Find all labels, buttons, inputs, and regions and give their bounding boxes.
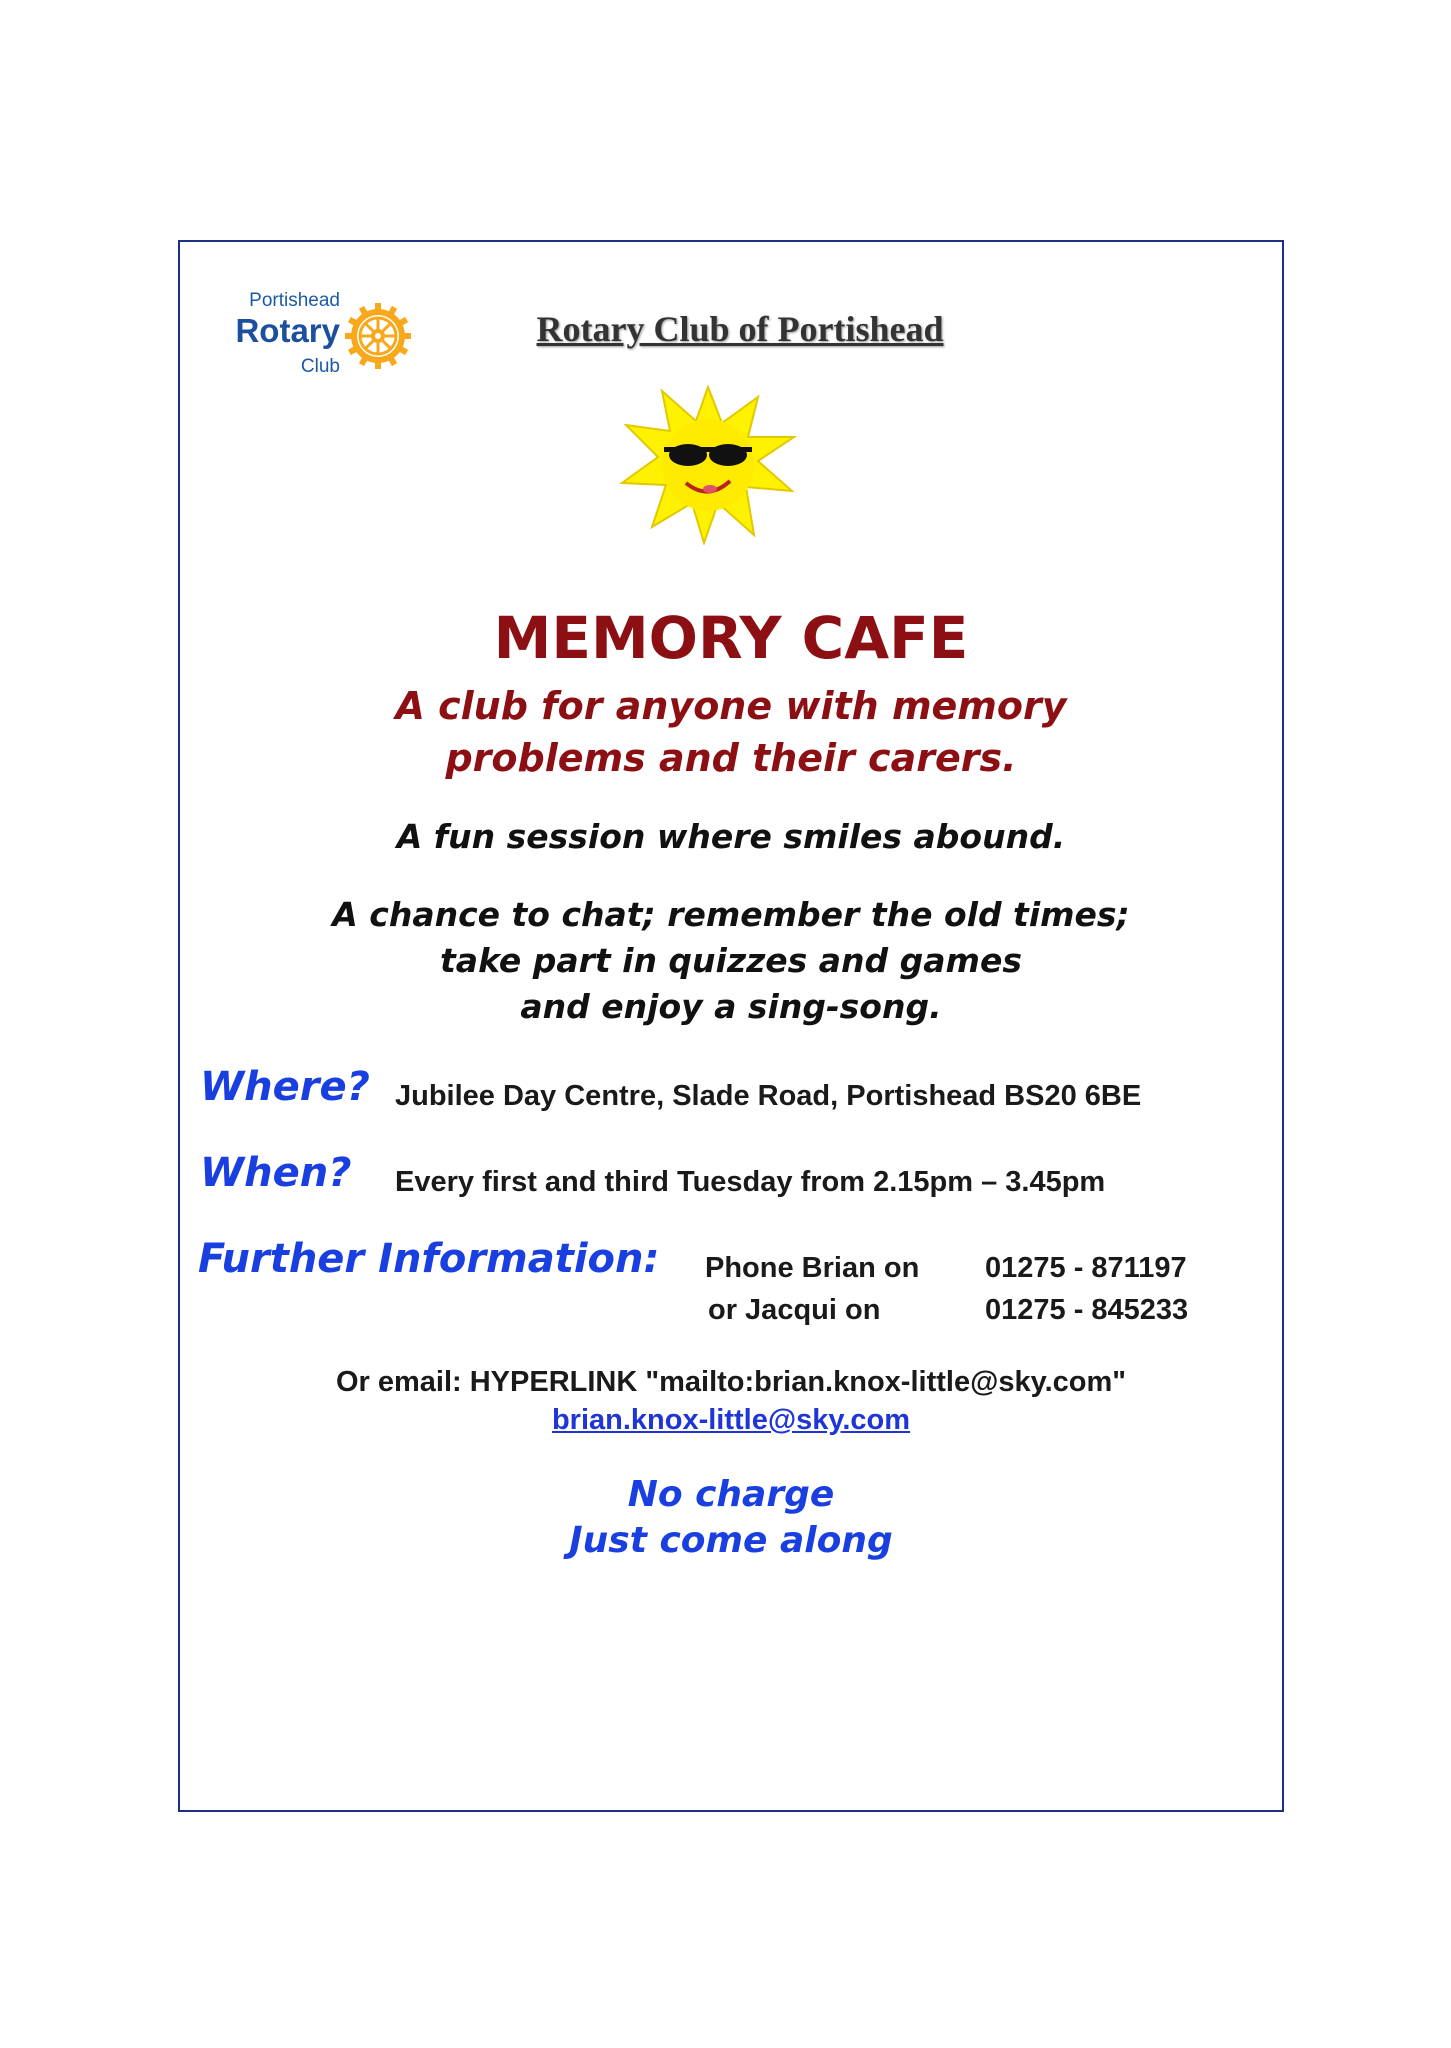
fun-session-text: A fun session where smiles abound. — [396, 817, 1066, 856]
chance-line-3: and enjoy a sing-song. — [520, 987, 942, 1026]
phone-jacqui-number: 01275 - 845233 — [985, 1294, 1189, 1326]
rotary-wheel-icon — [342, 300, 414, 372]
where-value: Jubilee Day Centre, Slade Road, Portishead BS20 6BE — [395, 1080, 1142, 1112]
no-charge-text: No charge — [627, 1474, 835, 1515]
event-title: MEMORY CAFE — [493, 604, 969, 672]
phone-brian-label: Phone Brian on — [705, 1252, 920, 1284]
logo-text-main: Rotary — [235, 312, 340, 349]
where-label: Where? — [200, 1064, 370, 1110]
logo-text-bottom: Club — [300, 356, 340, 377]
logo-text-top: Portishead — [249, 290, 340, 311]
further-information-label: Further Information: — [198, 1236, 660, 1282]
chance-line-1: A chance to chat; remember the old times; — [332, 895, 1130, 934]
just-come-along-text: Just come along — [569, 1520, 893, 1561]
phone-jacqui-label: or Jacqui on — [708, 1294, 881, 1326]
club-title: Rotary Club of Portishead — [536, 309, 944, 349]
email-link[interactable]: brian.knox-little@sky.com — [551, 1404, 911, 1436]
subtitle-line-1: A club for anyone with memory — [395, 684, 1067, 728]
sun-with-sunglasses-icon — [618, 385, 798, 545]
subtitle-line-2: problems and their carers. — [445, 736, 1017, 780]
email-line: Or email: HYPERLINK "mailto:brian.knox-little@sky.com" — [335, 1366, 1127, 1398]
chance-line-2: take part in quizzes and games — [440, 941, 1022, 980]
when-value: Every first and third Tuesday from 2.15pm – 3.45pm — [395, 1166, 1106, 1198]
when-label: When? — [200, 1150, 352, 1196]
phone-brian-number: 01275 - 871197 — [985, 1252, 1187, 1284]
